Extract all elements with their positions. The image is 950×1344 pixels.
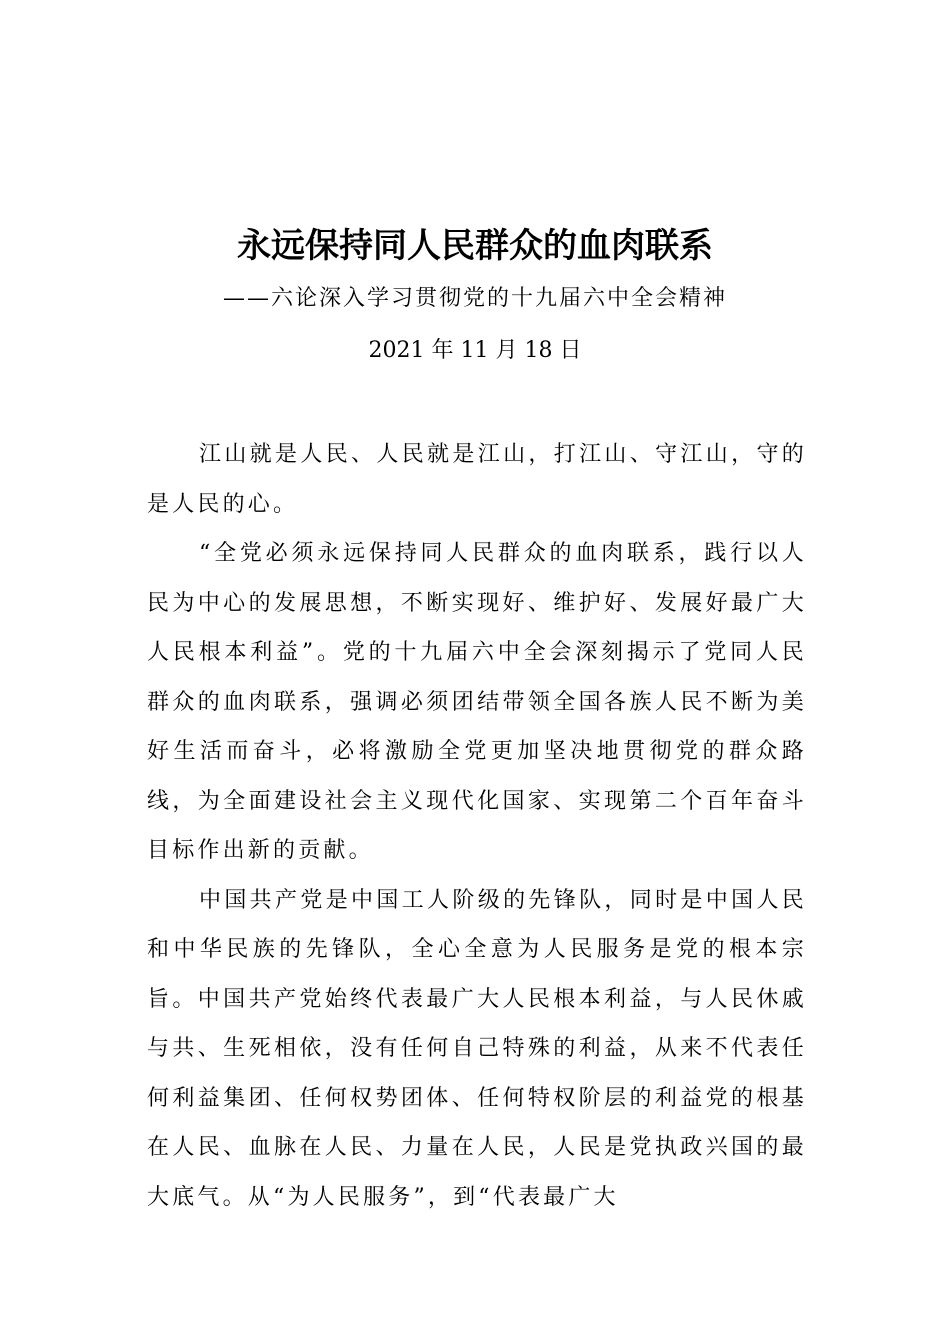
paragraph-2: “全党必须永远保持同人民群众的血肉联系，践行以人民为中心的发展思想，不断实现好、维护好、发展好最广大人民根本利益”。党的十九届六中全会深刻揭示了党同人民群众的血肉联系，强调必须团结带领全国各族人民不断为美好生活而奋斗，必将激励全党更加坚决地贯彻党的群众路线，为全面建设社会主义现代化国家、实现第二个百年奋斗目标作出新的贡献。 <box>147 541 807 863</box>
article-title: 永远保持同人民群众的血肉联系 <box>237 226 713 266</box>
article-body <box>147 430 807 1222</box>
article-subtitle: ——六论深入学习贯彻党的十九届六中全会精神 <box>222 286 727 311</box>
paragraph-3: 中国共产党是中国工人阶级的先锋队，同时是中国人民和中华民族的先锋队，全心全意为人民服务是党的根本宗旨。中国共产党始终代表最广大人民根本利益，与人民休戚与共、生死相依，没有任何自己特殊的利益，从来不代表任何利益集团、任何权势团体、任何特权阶层的利益党的根基在人民、血脉在人民、力量在人民，人民是党执政兴国的最大底气。从“为人民服务”，到“代表最广大 <box>147 887 807 1210</box>
article-date: 2021 年 11 月 18 日 <box>368 338 582 363</box>
paragraph-1: 江山就是人民、人民就是江山，打江山、守江山，守的是人民的心。 <box>147 442 807 517</box>
